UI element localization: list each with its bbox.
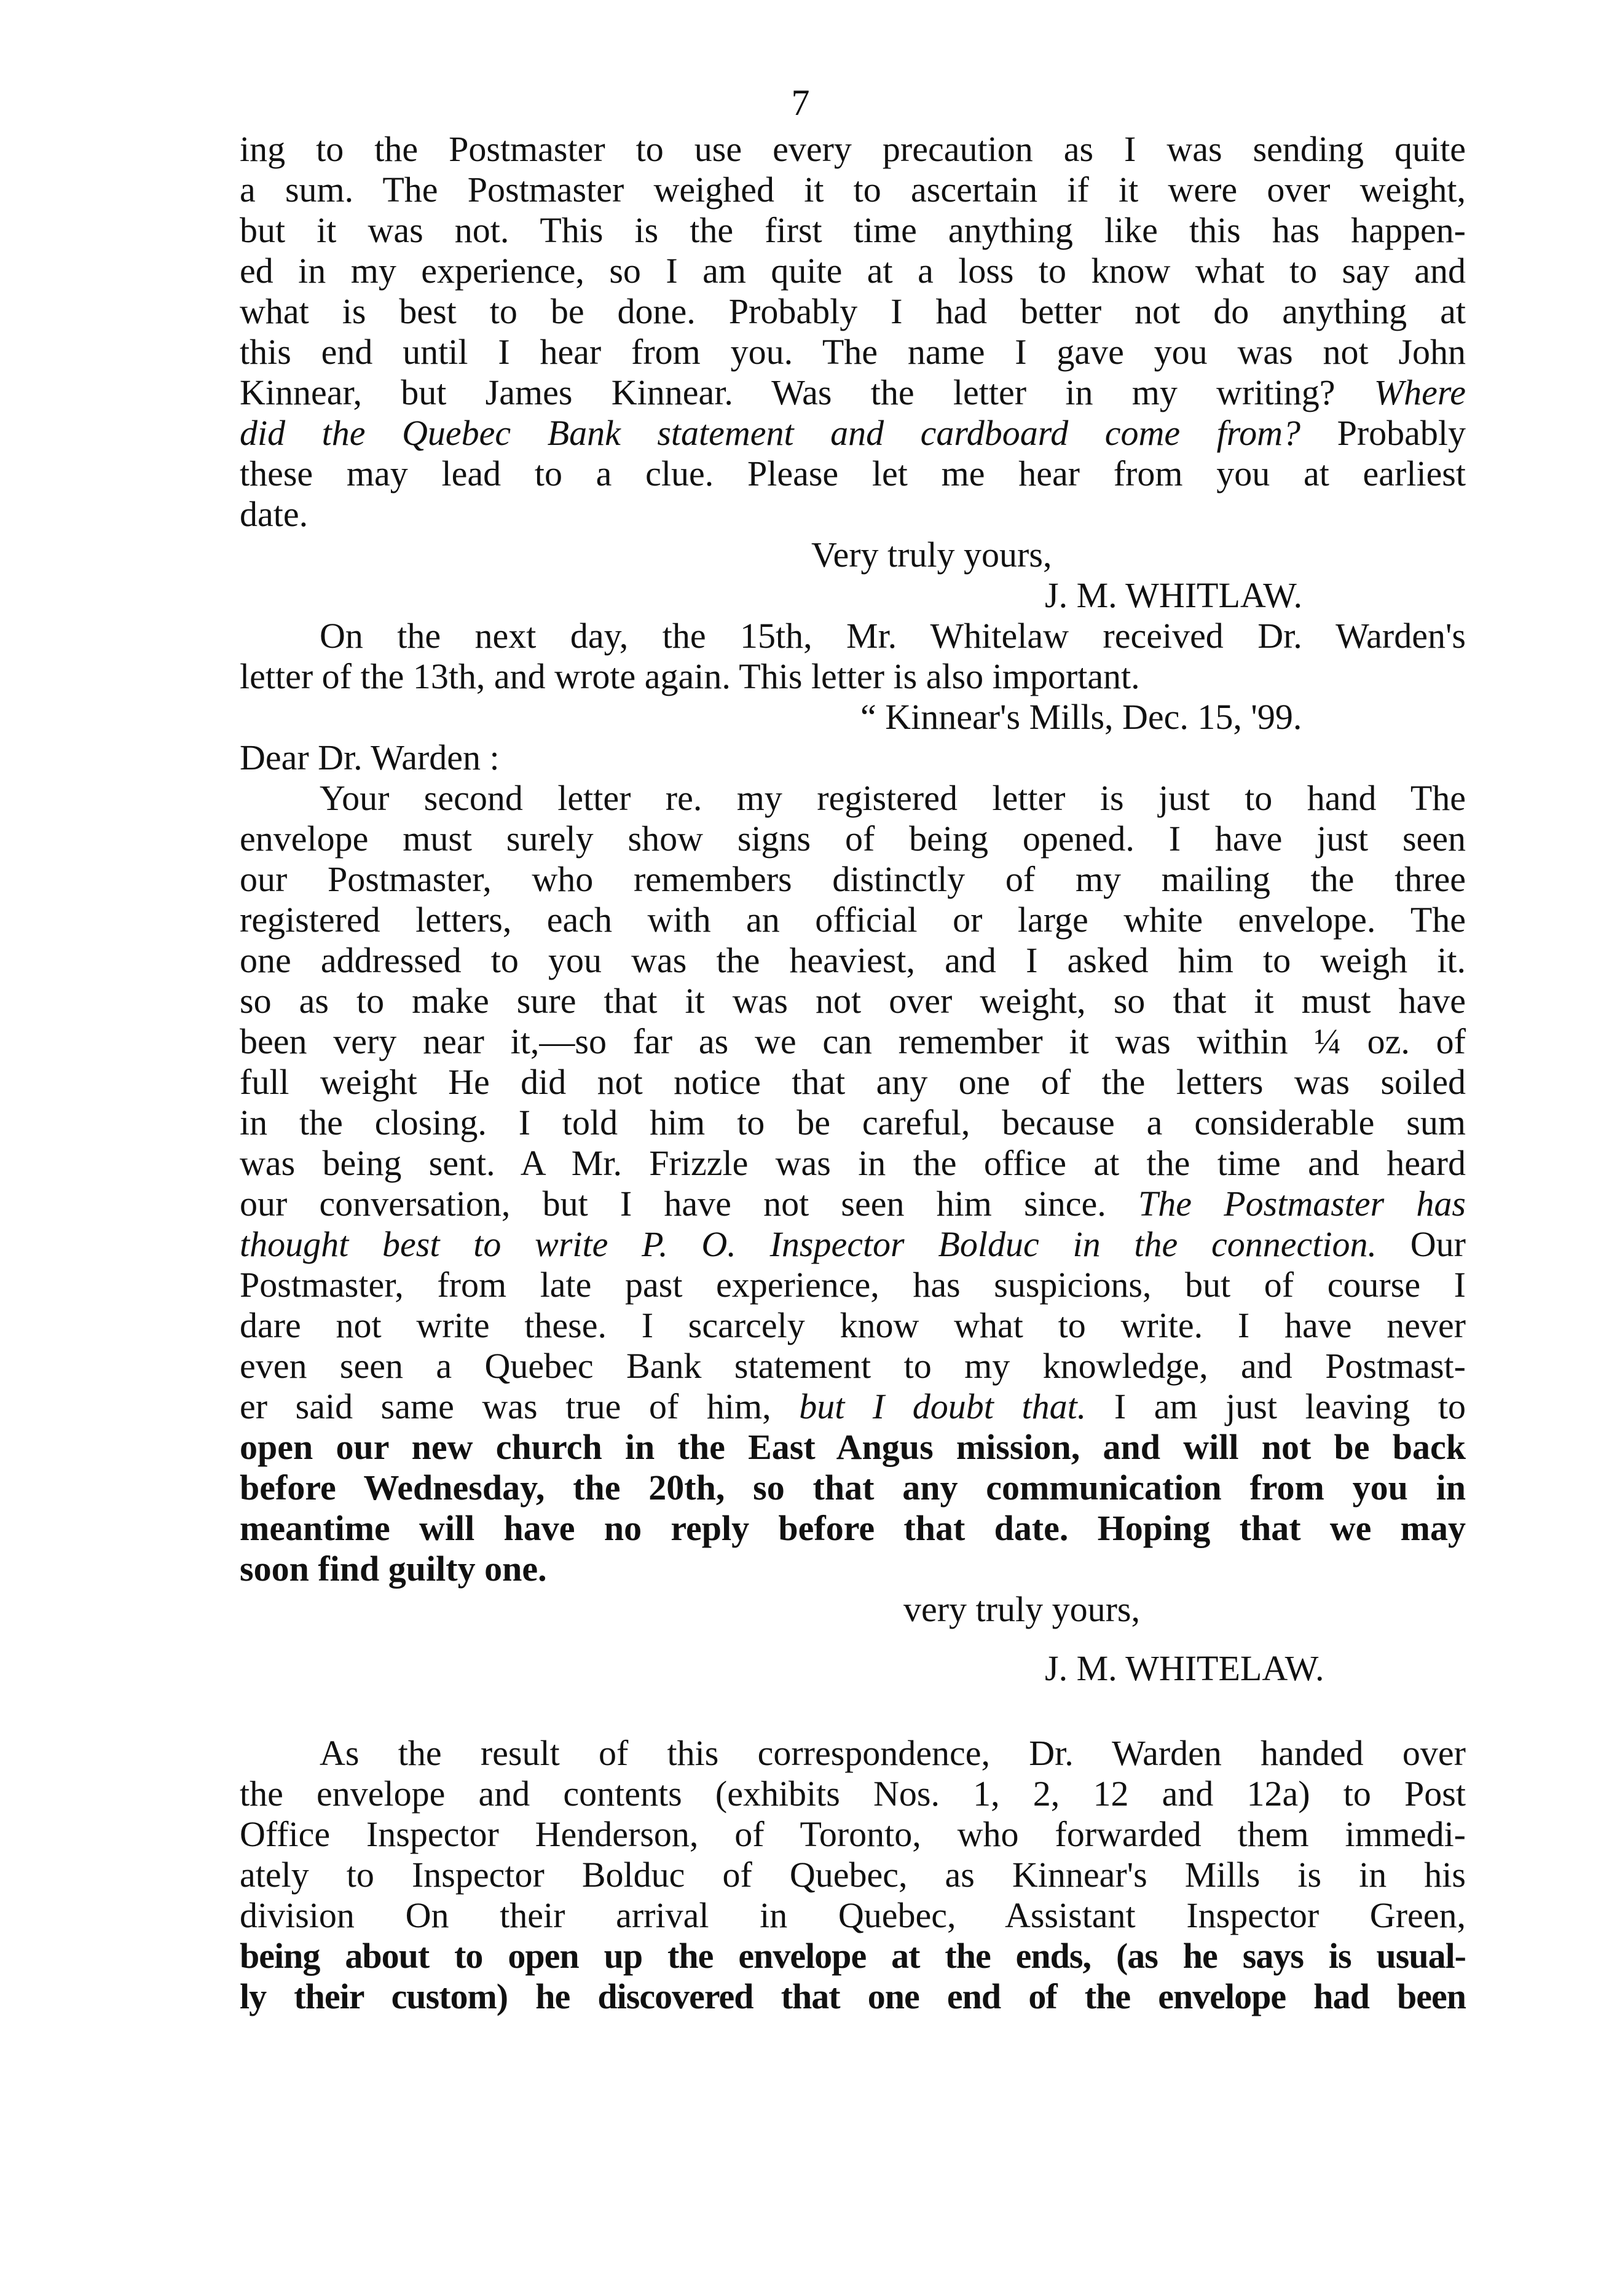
text-run: er said same was true of him, [240, 1386, 771, 1426]
text-line: being about to open up the envelope at the ends, (as he says is usual- [240, 1936, 1466, 1976]
text-line [240, 372, 1466, 413]
text-line: registered letters, each with an official or large white envelope. The [240, 900, 1466, 940]
text-line: ing to the Postmaster to use every precaution as I was sending quite [240, 129, 1466, 169]
text-line: been very near it,—so far as we can remember it was within ¼ oz. of [240, 1021, 1466, 1061]
text-line: As the result of this correspondence, Dr. Warden handed over [320, 1733, 1466, 1773]
text-line: division On their arrival in Quebec, Assistant Inspector Green, [240, 1895, 1466, 1935]
text-line [240, 413, 1466, 454]
text-line: was being sent. A Mr. Frizzle was in the office at the time and heard [240, 1143, 1466, 1183]
text-line: envelope must surely show signs of being opened. I have just seen [240, 819, 1466, 859]
text-line: in the closing. I told him to be careful, because a considerable sum [240, 1103, 1466, 1142]
text-line: so as to make sure that it was not over weight, so that it must have [240, 981, 1466, 1021]
text-line: Your second letter re. my registered letter is just to hand The [320, 778, 1466, 818]
text-run: Our [1410, 1224, 1466, 1264]
text-line: but it was not. This is the first time anything like this has happen- [240, 210, 1466, 250]
text-line: what is best to be done. Probably I had better not do anything at [240, 291, 1466, 331]
text-line: Postmaster, from late past experience, has suspicions, but of course I [240, 1265, 1466, 1305]
letter-signature: J. M. WHITELAW. [1045, 1648, 1324, 1688]
text-line: this end until I hear from you. The name I gave you was not John [240, 332, 1466, 372]
page-body [240, 129, 1466, 2017]
text-line: soon find guilty one. [240, 1549, 547, 1589]
text-run: Probably [1337, 413, 1466, 453]
text-line: one addressed to you was the heaviest, and I asked him to weigh it. [240, 940, 1466, 980]
text-line: open our new church in the East Angus mission, and will not be back [240, 1427, 1466, 1467]
text-line: date. [240, 494, 309, 534]
text-line: ed in my experience, so I am quite at a loss to know what to say and [240, 251, 1466, 291]
letter-closing: Very truly yours, [811, 535, 1052, 575]
text-line [240, 1184, 1466, 1224]
text-line: meantime will have no reply before that date. Hoping that we may [240, 1508, 1466, 1548]
text-line: these may lead to a clue. Please let me hear from you at earliest [240, 454, 1466, 493]
letter-signature: J. M. WHITLAW. [1045, 575, 1303, 615]
text-line [240, 1224, 1466, 1265]
text-line: our Postmaster, who remembers distinctly of my mailing the three [240, 859, 1466, 899]
text-line: the envelope and contents (exhibits Nos. 1, 2, 12 and 12a) to Post [240, 1774, 1466, 1814]
italic-run: The Postmaster has [1138, 1184, 1466, 1224]
text-run: I am just leaving to [1114, 1386, 1466, 1426]
italic-run: did the Quebec Bank statement and cardboard come from? [240, 413, 1301, 453]
text-line: before Wednesday, the 20th, so that any communication from you in [240, 1468, 1466, 1508]
italic-run: but I doubt that. [799, 1386, 1087, 1426]
text-line: ately to Inspector Bolduc of Quebec, as Kinnear's Mills is in his [240, 1855, 1466, 1895]
text-line: full weight He did not notice that any one of the letters was soiled [240, 1062, 1466, 1102]
italic-run: Where [1374, 372, 1466, 412]
text-line: dare not write these. I scarcely know what to write. I have never [240, 1305, 1466, 1345]
text-line: ly their custom) he discovered that one end of the envelope had been [240, 1976, 1466, 2016]
text-line: letter of the 13th, and wrote again. This letter is also important. [240, 656, 1140, 696]
letter-closing: very truly yours, [903, 1589, 1140, 1629]
italic-run: thought best to write P. O. Inspector Bolduc in the connection. [240, 1224, 1377, 1264]
text-line: a sum. The Postmaster weighed it to ascertain if it were over weight, [240, 170, 1466, 210]
letter-dateline: “ Kinnear's Mills, Dec. 15, '99. [860, 697, 1302, 737]
text-line: even seen a Quebec Bank statement to my knowledge, and Postmast- [240, 1346, 1466, 1386]
text-run: our conversation, but I have not seen him since. [240, 1184, 1106, 1224]
text-line [240, 1386, 1466, 1427]
text-run: Kinnear, but James Kinnear. Was the letter in my writing? [240, 372, 1335, 412]
text-line: On the next day, the 15th, Mr. Whitelaw received Dr. Warden's [320, 616, 1466, 656]
letter-salutation: Dear Dr. Warden : [240, 737, 500, 777]
text-line: Office Inspector Henderson, of Toronto, who forwarded them immedi- [240, 1814, 1466, 1854]
page-number: 7 [791, 82, 810, 123]
